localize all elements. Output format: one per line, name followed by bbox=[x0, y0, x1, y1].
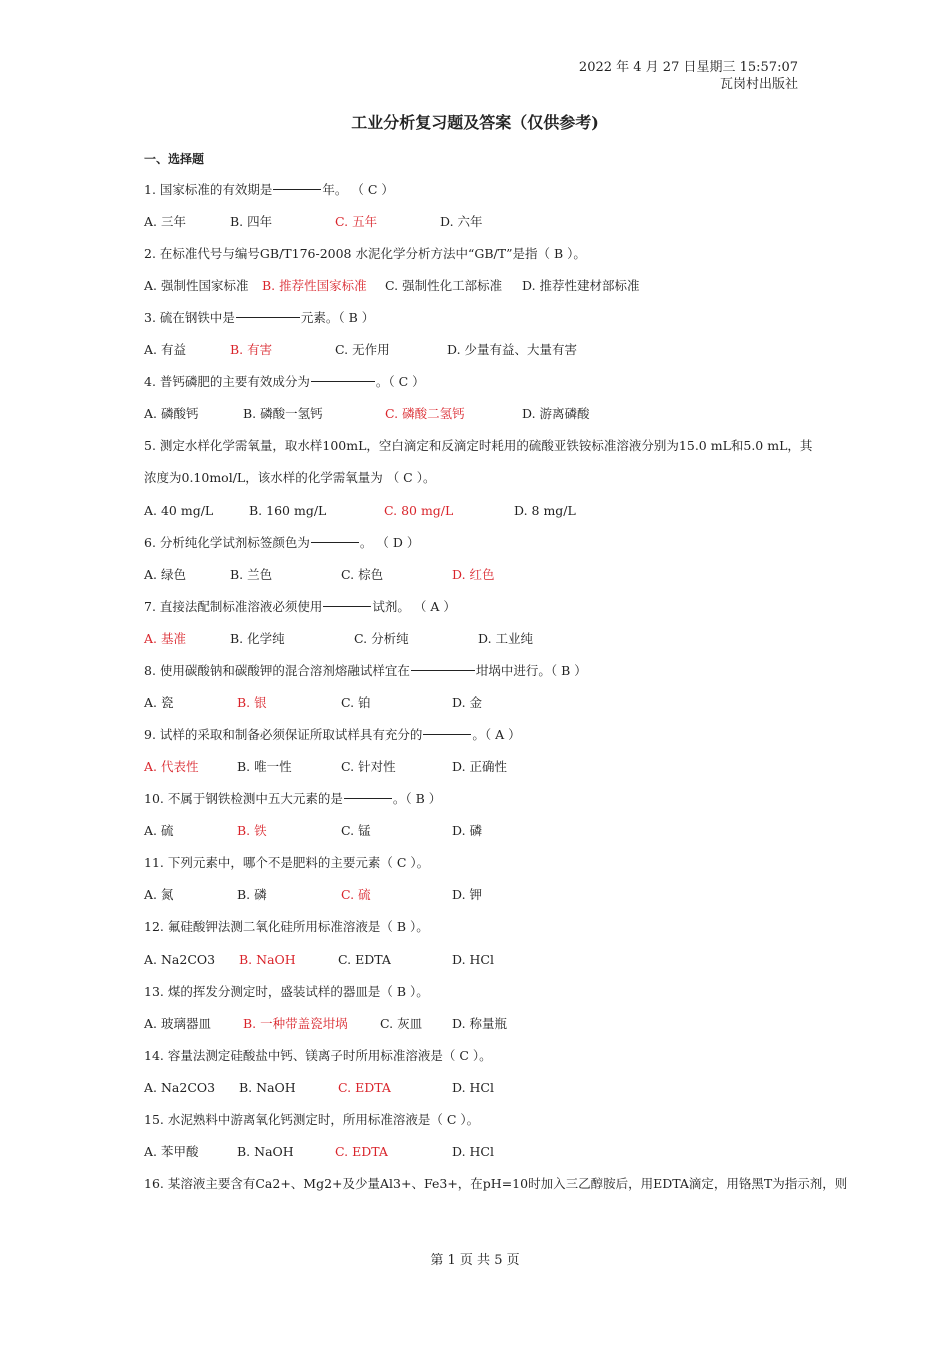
blank bbox=[273, 189, 321, 190]
blank bbox=[236, 317, 300, 318]
page-footer: 第 1 页 共 5 页 bbox=[430, 1253, 520, 1268]
question-14: 14. 容量法测定硅酸盐中钙、镁离子时所用标准溶液是（ C ）。 bbox=[144, 1048, 492, 1063]
option: A. 硫 bbox=[144, 823, 174, 838]
option: B. 磷 bbox=[237, 887, 267, 902]
option: C. 棕色 bbox=[341, 567, 384, 582]
option: D. HCl bbox=[452, 1144, 494, 1159]
option-correct: C. 磷酸二氢钙 bbox=[385, 406, 465, 421]
option: D. 少量有益、大量有害 bbox=[447, 342, 578, 357]
question-8: 8. 使用碳酸钠和碳酸钾的混合溶剂熔融试样宜在 坩埚中进行。（ B ） bbox=[144, 663, 587, 678]
option: D. 金 bbox=[452, 695, 483, 710]
option: D. 称量瓶 bbox=[452, 1016, 508, 1031]
option: D. 8 mg/L bbox=[514, 503, 576, 518]
question-6: 6. 分析纯化学试剂标签颜色为 。 （ D ） bbox=[144, 535, 420, 550]
option: D. 工业纯 bbox=[478, 631, 534, 646]
question-3: 3. 硫在钢铁中是 元素。（ B ） bbox=[144, 310, 375, 325]
option: B. 160 mg/L bbox=[249, 503, 327, 518]
question-12: 12. 氟硅酸钾法测二氧化硅所用标准溶液是（ B ）。 bbox=[144, 919, 429, 934]
option: D. HCl bbox=[452, 1080, 494, 1095]
option: B. 四年 bbox=[230, 214, 273, 229]
option: C. 锰 bbox=[341, 823, 371, 838]
option-correct: D. 红色 bbox=[452, 567, 495, 582]
option-correct: A. 基准 bbox=[144, 631, 186, 646]
option: C. 灰皿 bbox=[380, 1016, 423, 1031]
option-correct: C. EDTA bbox=[335, 1144, 388, 1159]
option: B. 兰色 bbox=[230, 567, 273, 582]
question-16: 16. 某溶液主要含有Ca2+、Mg2+及少量Al3+、Fe3+，在pH=10时加入三乙醇胺后，用EDTA滴定，用铬黑T为指示剂，则 bbox=[144, 1176, 848, 1191]
option-correct: C. 五年 bbox=[335, 214, 378, 229]
option-correct: A. 代表性 bbox=[144, 759, 199, 774]
question-13: 13. 煤的挥发分测定时，盛装试样的器皿是（ B ）。 bbox=[144, 984, 429, 999]
option: A. Na2CO3 bbox=[144, 952, 216, 967]
page-title: 工业分析复习题及答案（仅供参考) bbox=[351, 113, 599, 132]
option-correct: B. 铁 bbox=[237, 823, 267, 838]
option: D. 推荐性建材部标准 bbox=[522, 278, 640, 293]
option: C. 针对性 bbox=[341, 759, 396, 774]
option-correct: C. EDTA bbox=[338, 1080, 391, 1095]
option: D. 游离磷酸 bbox=[522, 406, 590, 421]
option: A. 有益 bbox=[144, 342, 186, 357]
question-1: 1. 国家标准的有效期是 年。 （ C ） bbox=[144, 182, 394, 197]
option: A. Na2CO3 bbox=[144, 1080, 216, 1095]
header-datetime: 2022 年 4 月 27 日星期三 15:57:07 bbox=[578, 60, 798, 75]
option: C. 铂 bbox=[341, 695, 371, 710]
option: A. 强制性国家标准 bbox=[144, 278, 249, 293]
option: A. 苯甲酸 bbox=[144, 1144, 199, 1159]
option: A. 三年 bbox=[144, 214, 186, 229]
option: D. 磷 bbox=[452, 823, 483, 838]
option: D. HCl bbox=[452, 952, 494, 967]
option: A. 绿色 bbox=[144, 567, 186, 582]
question-4: 4. 普钙磷肥的主要有效成分为 。（ C ） bbox=[144, 374, 425, 389]
question-9: 9. 试样的采取和制备必须保证所取试样具有充分的 。（ A ） bbox=[144, 727, 521, 742]
question-7: 7. 直接法配制标准溶液必须使用 试剂。 （ A ） bbox=[144, 599, 456, 614]
question-15: 15. 水泥熟料中游离氧化钙测定时，所用标准溶液是（ C ）。 bbox=[144, 1112, 480, 1127]
question-11: 11. 下列元素中，哪个不是肥料的主要元素（ C ）。 bbox=[144, 855, 430, 870]
question-2: 2. 在标准代号与编号GB/T176-2008 水泥化学分析方法中“GB/T”是指（ B ）。 bbox=[144, 246, 586, 261]
option: D. 钾 bbox=[452, 887, 483, 902]
option: A. 玻璃器皿 bbox=[144, 1016, 211, 1031]
option: C. 无作用 bbox=[335, 342, 390, 357]
section-heading: 一、选择题 bbox=[144, 152, 205, 166]
blank bbox=[311, 381, 375, 382]
option: D. 六年 bbox=[440, 214, 483, 229]
option: B. 化学纯 bbox=[230, 631, 285, 646]
option: C. EDTA bbox=[338, 952, 391, 967]
option-correct: B. 银 bbox=[237, 695, 267, 710]
option-correct: B. 推荐性国家标准 bbox=[262, 278, 367, 293]
blank bbox=[323, 606, 371, 607]
blank bbox=[411, 670, 475, 671]
option: D. 正确性 bbox=[452, 759, 508, 774]
blank bbox=[423, 734, 471, 735]
option-correct: B. 有害 bbox=[230, 342, 273, 357]
option: C. 强制性化工部标准 bbox=[385, 278, 503, 293]
blank bbox=[311, 542, 359, 543]
option-correct: B. NaOH bbox=[239, 952, 296, 967]
question-10: 10. 不属于钢铁检测中五大元素的是 。（ B ） bbox=[144, 791, 442, 806]
option-correct: C. 80 mg/L bbox=[384, 503, 454, 518]
option: A. 氮 bbox=[144, 887, 174, 902]
option: A. 40 mg/L bbox=[144, 503, 214, 518]
option: C. 分析纯 bbox=[354, 631, 409, 646]
option: B. 唯一性 bbox=[237, 759, 292, 774]
question-5-cont: 浓度为0.10mol/L，该水样的化学需氧量为 （ C ）。 bbox=[144, 470, 436, 485]
option: A. 瓷 bbox=[144, 695, 174, 710]
option: B. 磷酸一氢钙 bbox=[243, 406, 323, 421]
option-correct: B. 一种带盖瓷坩埚 bbox=[243, 1016, 348, 1031]
option: B. NaOH bbox=[239, 1080, 296, 1095]
question-5: 5. 测定水样化学需氧量，取水样100mL，空白滴定和反滴定时耗用的硫酸亚铁铵标准溶液分别为15.0 mL和5.0 mL，其 bbox=[144, 438, 813, 453]
option-correct: C. 硫 bbox=[341, 887, 371, 902]
header-publisher: 瓦岗村出版社 bbox=[719, 77, 798, 92]
option: B. NaOH bbox=[237, 1144, 294, 1159]
blank bbox=[344, 798, 392, 799]
option: A. 磷酸钙 bbox=[144, 406, 199, 421]
